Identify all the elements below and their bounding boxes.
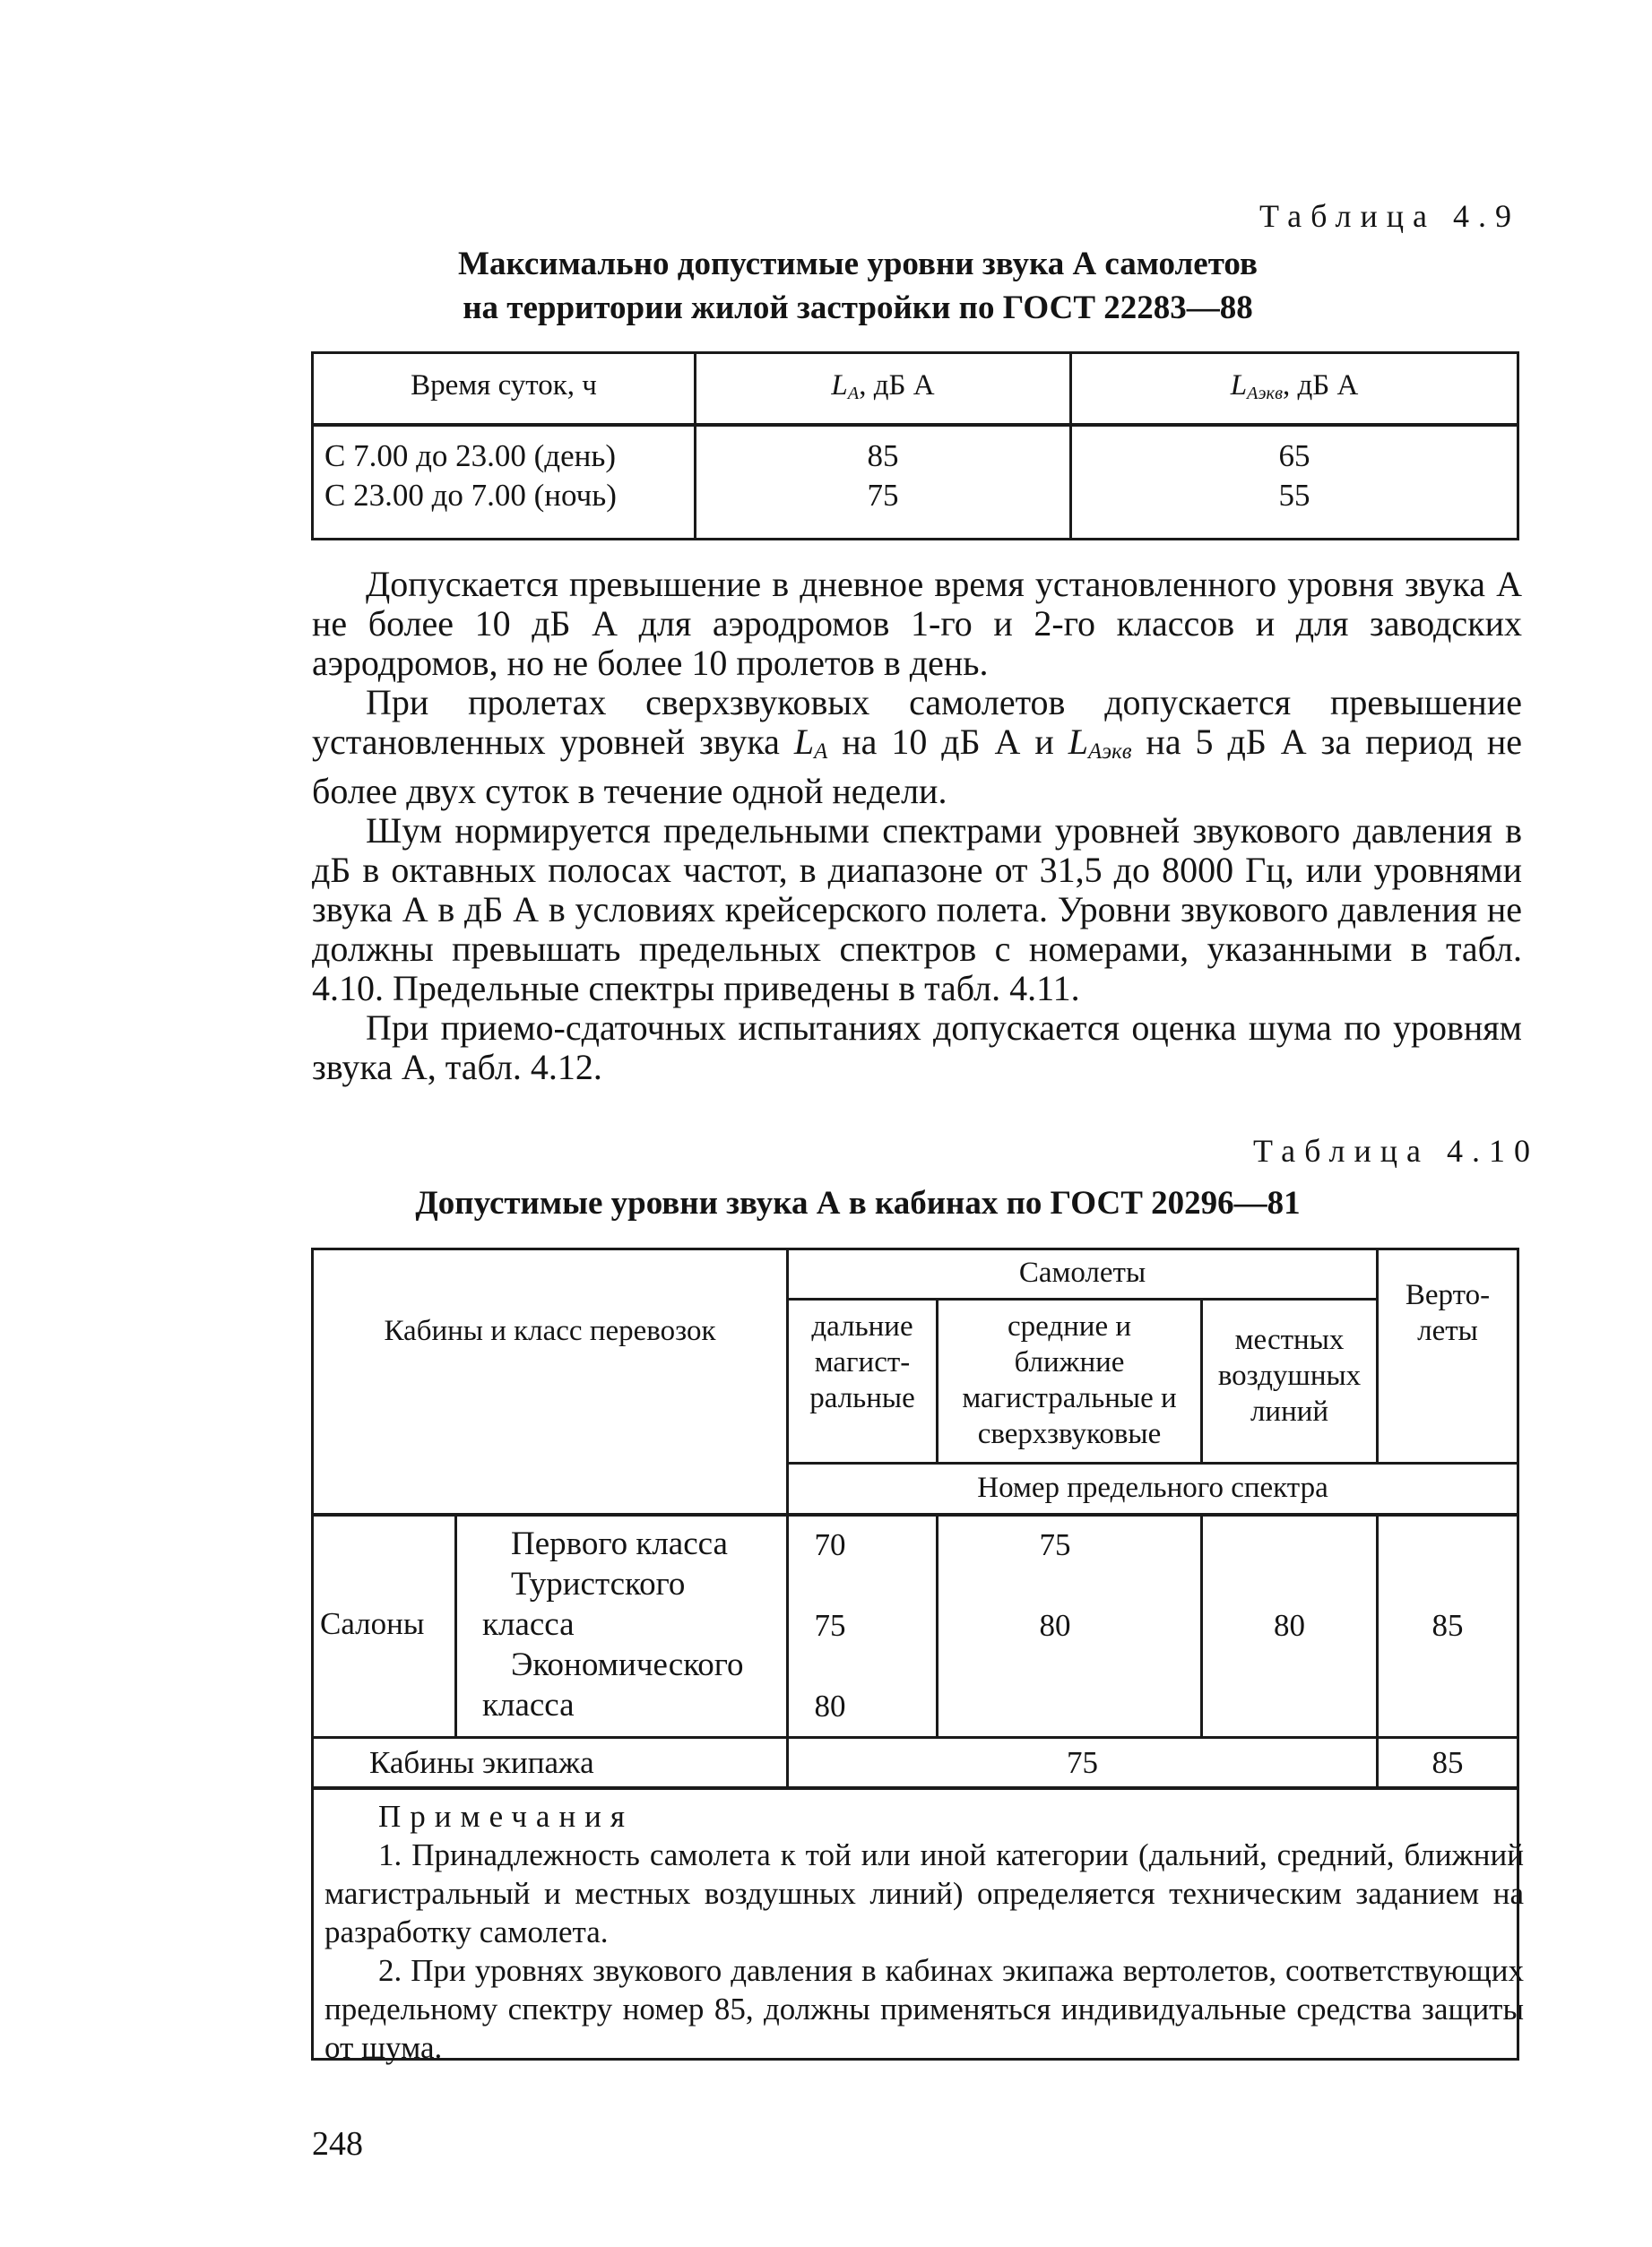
row-day-laeq: 65 <box>1278 438 1310 473</box>
paragraph-3: Шум нормируется предельными спектрами уровней звукового давления в дБ в октавных полосах частот, в диапазоне от 31,5 до 8000 Гц, или уровнями звука А в дБ А в условиях крейсерского полета. Уровни звукового давления не должны превышать предельных спектров с номерами, указанными в табл. 4.10. Предельные спектры приведены в табл. 4.11. <box>312 810 1522 1008</box>
class-first: Первого класса <box>511 1525 728 1562</box>
row-day-la: 85 <box>867 438 899 473</box>
header-cabins-class: Кабины и класс перевозок <box>384 1315 716 1347</box>
crew-cabins-label: Кабины экипажа <box>369 1745 594 1780</box>
header-medium-short-haul: средние и ближние магистральные и сверхзвуковые <box>962 1310 1177 1450</box>
first-mid-value: 75 <box>1039 1527 1071 1562</box>
class-tourist: Туристского класса <box>482 1566 686 1643</box>
note-1: 1. Принадлежность самолета к той или иной категории (дальний, средний, ближний магистральный и местных воздушных линий) определяется техническим заданием на разработку самолета. <box>324 1837 1524 1949</box>
header-la: $L_A$, дБ А <box>831 369 935 403</box>
page-number: 248 <box>312 2125 363 2163</box>
economy-long-value: 80 <box>814 1689 846 1724</box>
row-night-laeq: 55 <box>1278 478 1310 513</box>
salons-label: Салоны <box>320 1606 425 1641</box>
header-spectrum-number: Номер предельного спектра <box>977 1472 1328 1504</box>
table-4-10-caption: Таблица 4.10 <box>1253 1133 1539 1169</box>
paragraph-2: При пролетах сверхзвуковых самолетов допускается превышение установленных уровней звука $L_A$ на 10 дБ А и $L_{Aэкв}$ на 5 дБ А за период не более двух суток в течение одной недели. <box>312 682 1522 811</box>
paragraph-4: При приемо-сдаточных испытаниях допускается оценка шума по уровням звука А, табл. 4.12. <box>312 1007 1522 1087</box>
header-laeq: $L_{Aэкв}$, дБ А <box>1230 369 1359 403</box>
crew-planes-value: 75 <box>1067 1745 1098 1780</box>
table-4-9-caption: Таблица 4.9 <box>1259 198 1520 234</box>
table-notes <box>324 1797 1524 2067</box>
salon-heli-value: 85 <box>1431 1608 1464 1643</box>
tourist-mid-value: 80 <box>1039 1608 1071 1643</box>
row-night-time: С 23.00 до 7.00 (ночь) <box>324 478 617 513</box>
row-night-la: 75 <box>867 478 899 513</box>
salon-local-value: 80 <box>1274 1608 1305 1643</box>
header-airplanes: Самолеты <box>1018 1257 1146 1289</box>
class-economy: Экономического класса <box>482 1646 744 1724</box>
notes-heading: Примечания <box>378 1799 635 1834</box>
header-time-of-day: Время суток, ч <box>411 369 597 402</box>
header-long-haul: дальние магист- ральные <box>809 1310 915 1414</box>
first-long-value: 70 <box>814 1527 846 1562</box>
crew-heli-value: 85 <box>1431 1745 1464 1780</box>
header-local-lines: местных воздушных линий <box>1217 1324 1362 1428</box>
note-2: 2. При уровнях звукового давления в кабинах экипажа вертолетов, соответствующих предельному спектру номер 85, должны применяться индивидуальные средства защиты от шума. <box>324 1953 1524 2065</box>
row-day-time: С 7.00 до 23.00 (день) <box>324 438 616 473</box>
body-text <box>312 565 1522 1087</box>
table-4-10-title: Допустимые уровни звука А в кабинах по ГОСТ 20296—81 <box>415 1185 1301 1222</box>
header-helicopters: Верто- леты <box>1405 1279 1491 1347</box>
tourist-long-value: 75 <box>814 1608 846 1643</box>
paragraph-1: Допускается превышение в дневное время установленного уровня звука А не более 10 дБ А для аэродромов 1-го и 2-го классов и для заводских аэродромов, но не более 10 пролетов в день. <box>312 564 1522 683</box>
table-4-9-title-line1: Максимально допустимые уровни звука А самолетов <box>458 246 1258 282</box>
table-4-9-title-line2: на территории жилой застройки по ГОСТ 22283—88 <box>463 290 1253 326</box>
